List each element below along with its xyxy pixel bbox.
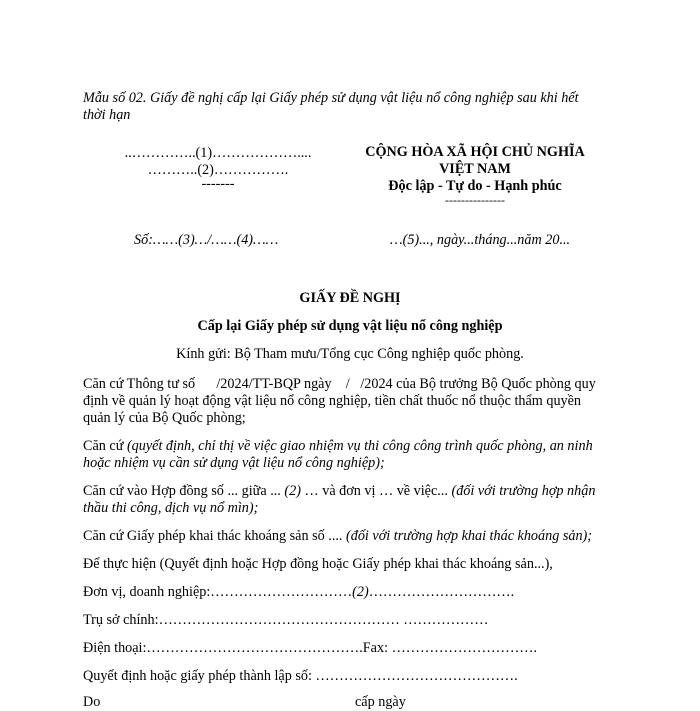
mining-license-italic: (đối với trường hợp khai thác khoáng sản); bbox=[346, 528, 593, 544]
national-name-line1: CỘNG HÒA XÃ HỘI CHỦ NGHĨA bbox=[365, 144, 585, 160]
contract-italic-a: (2) bbox=[284, 483, 301, 499]
document-number: Số:……(3)…/……(4)…… bbox=[134, 232, 279, 248]
legal-basis-circular-line1: Căn cứ Thông tư số /2024/TT-BQP ngày / /2024 của Bộ trưởng Bộ Quốc phòng quy bbox=[83, 376, 596, 392]
legal-basis-mining-license bbox=[83, 528, 592, 545]
purpose-statement: Để thực hiện (Quyết định hoặc Hợp đồng hoặc Giấy phép khai thác khoáng sản...), bbox=[83, 556, 553, 572]
addressee: Kính gửi: Bộ Tham mưu/Tổng cục Công nghiệp quốc phòng. bbox=[176, 346, 524, 362]
field-organization-marker: (2) bbox=[352, 584, 369, 600]
form-caption-line1: Mẫu số 02. Giấy đề nghị cấp lại Giấy phép sử dụng vật liệu nổ công nghiệp sau khi hết bbox=[83, 90, 579, 106]
agency-rule: ------- bbox=[201, 176, 235, 192]
legal-basis-contract-line2: thầu thi công, dịch vụ nổ mìn); bbox=[83, 500, 259, 516]
field-issued-date: cấp ngày bbox=[355, 694, 406, 710]
field-issued-by: Do bbox=[83, 694, 101, 710]
contract-text-a: Căn cứ vào Hợp đồng số ... giữa ... bbox=[83, 483, 285, 499]
agency-line-1: ..…………..(1)……………….... bbox=[124, 145, 312, 161]
legal-basis-decision-line1 bbox=[83, 438, 593, 455]
document-title: GIẤY ĐỀ NGHỊ bbox=[299, 290, 401, 306]
legal-basis-contract-line1 bbox=[83, 483, 595, 500]
motto-rule: --------------- bbox=[445, 193, 505, 207]
national-name-line2: VIỆT NAM bbox=[439, 161, 511, 177]
place-and-date: …(5)..., ngày...tháng...năm 20... bbox=[390, 232, 571, 248]
form-caption-line2: thời hạn bbox=[83, 107, 131, 123]
field-phone-fax: Điện thoại:……………………………………….Fax: …………………………. bbox=[83, 640, 537, 656]
national-motto: Độc lập - Tự do - Hạnh phúc bbox=[388, 178, 562, 194]
legal-basis-circular-line3: quản lý của Bộ Quốc phòng; bbox=[83, 410, 246, 426]
field-headquarters: Trụ sở chính:…………………………………………… ……………… bbox=[83, 612, 489, 628]
legal-basis-decision-italic-1: (quyết định, chỉ thị về việc giao nhiệm vụ thi công công trình quốc phòng, an ninh bbox=[126, 438, 593, 454]
legal-basis-decision-prefix: Căn cứ bbox=[83, 438, 127, 454]
agency-line-2: ………..(2)……………. bbox=[147, 162, 289, 178]
field-establishment-decision: Quyết định hoặc giấy phép thành lập số: ……………………………………. bbox=[83, 668, 518, 684]
legal-basis-circular-line2: định về quản lý hoạt động vật liệu nổ công nghiệp, tiền chất thuốc nổ thuộc thẩm quyền bbox=[83, 393, 582, 409]
field-organization-tail: …………………………. bbox=[368, 584, 515, 600]
contract-text-b: … và đơn vị … về việc... bbox=[300, 483, 452, 499]
field-organization bbox=[83, 584, 514, 601]
document-subtitle: Cấp lại Giấy phép sử dụng vật liệu nổ công nghiệp bbox=[197, 318, 503, 334]
legal-basis-decision-line2: hoặc nhiệm vụ cần sử dụng vật liệu nổ công nghiệp); bbox=[83, 455, 385, 471]
mining-license-text: Căn cứ Giấy phép khai thác khoáng sản số .... bbox=[83, 528, 347, 544]
field-organization-label: Đơn vị, doanh nghiệp:………………………… bbox=[83, 584, 353, 600]
contract-italic-c: (đối với trường hợp nhận bbox=[451, 483, 596, 499]
